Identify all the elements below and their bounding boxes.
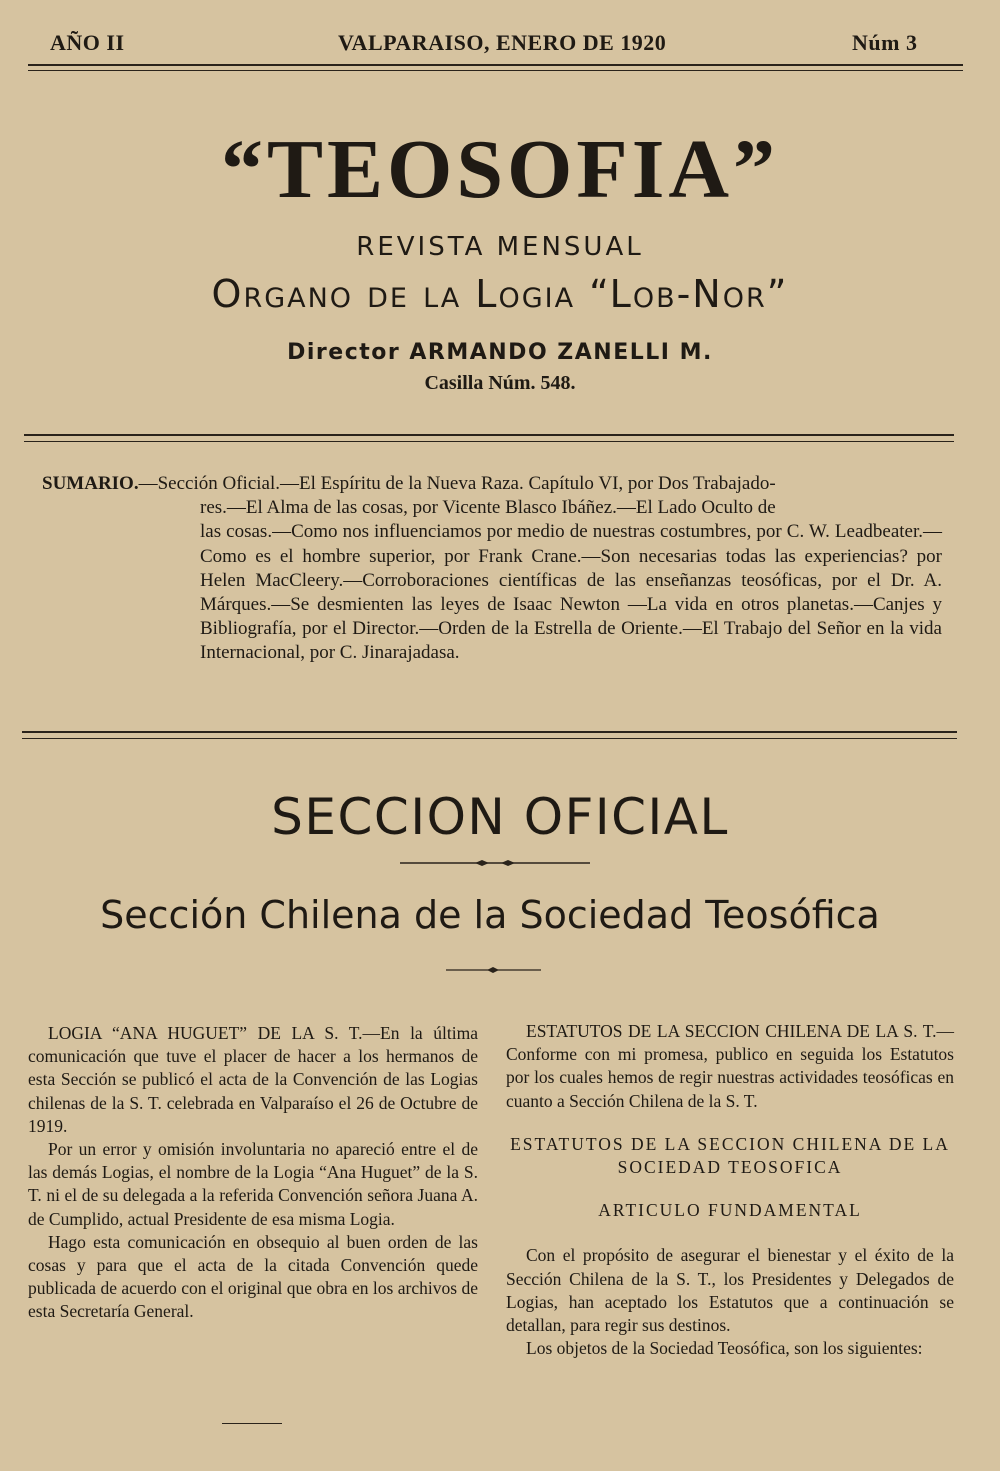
left-paragraph-2: Por un error y omisión involuntaria no apareció entre el de las demás Logias, el nombre de la Logia “Ana Huguet” de la S. T. ni el de su delegada a la referida Convención señora Juana A. de Cumplido, actual Presidente de esa misma Logia. <box>28 1139 478 1229</box>
issue-year: AÑO II <box>50 30 125 55</box>
summary-rest: las cosas.—Como nos influenciamos por medio de nuestras costumbres, por C. W. Leadbeater.—Como es el hombre superior, por Frank Crane.—Son necesarias todas las experiencias? por Helen MacCleery.—Corroboraciones científicas de las enseñanzas teosóficas, por el Dr. A. Márques.—Se desmienten las leyes de Isaac Newton —La vida en otros planetas.—Canjes y Bibliografía, por el Director.—Orden de la Estrella de Oriente.—El Trabajo del Señor en la vida Internacional, por C. Jinarajadasa. <box>200 521 942 664</box>
right-column <box>506 1020 954 1360</box>
subtitle-ornament <box>446 963 541 977</box>
casilla-line: Casilla Núm. 548. <box>424 372 576 394</box>
right-paragraph-2: Con el propósito de asegurar el bienestar y el éxito de la Sección Chilena de la S. T., los Presidentes y Delegados de Logias, han aceptado los Estatutos que a continuación se detallan, para regir sus destinos. <box>506 1245 954 1336</box>
summary-rule-top <box>22 731 957 733</box>
right-paragraph-3: Los objetos de la Sociedad Teosófica, son los siguientes: <box>526 1338 923 1359</box>
masthead-rule-top <box>24 434 954 436</box>
right-paragraph-1: ESTATUTOS DE LA SECCION CHILENA DE LA S. T.—Conforme con mi promesa, publico en seguida los Estatutos por los cuales hemos de regir nuestras actividades teosóficas en cuanto a Sección Chilena de la S. T. <box>506 1021 954 1111</box>
left-paragraph-3: Hago esta comunicación en obsequio al buen orden de las cosas y para que el acta de la citada Convención quede publicada de acuerdo con el original que obra en los archivos de esta Secretaría General. <box>28 1231 478 1322</box>
magazine-title: “TEOSOFIA” <box>220 123 780 216</box>
summary-rule-bottom <box>22 738 957 739</box>
article-heading: ARTICULO FUNDAMENTAL <box>598 1200 862 1221</box>
left-column <box>28 1022 478 1324</box>
section-title: SECCION OFICIAL <box>271 788 729 846</box>
header-rule-top <box>28 64 963 66</box>
masthead-rule-bottom <box>24 441 954 442</box>
director-line: Director ARMANDO ZANELLI M. <box>287 340 713 365</box>
left-end-rule <box>222 1423 282 1424</box>
summary-block <box>42 472 942 666</box>
summary-second-line: res.—El Alma de las cosas, por Vicente Blasco Ibáñez.—El Lado Oculto de <box>200 497 776 519</box>
statutes-heading: ESTATUTOS DE LA SECCION CHILENA DE LA SOCIEDAD TEOSOFICA <box>510 1133 950 1178</box>
magazine-subtitle: REVISTA MENSUAL <box>356 232 644 262</box>
magazine-organ-line: Organo de la Logia “Lob-Nor” <box>211 272 789 316</box>
summary-label: SUMARIO. <box>42 473 139 494</box>
left-paragraph-1: LOGIA “ANA HUGUET” DE LA S. T.—En la última comunicación que tuve el placer de hacer a los hermanos de esta Sección se publicó el acta de la Convención de las Logias chilenas de la S. T. celebrada en Valparaíso el 26 de Octubre de 1919. <box>28 1023 478 1136</box>
issue-number: Núm 3 <box>852 30 918 55</box>
summary-first-line: —Sección Oficial.—El Espíritu de la Nueva Raza. Capítulo VI, por Dos Trabajado- <box>138 473 776 494</box>
header-rule-bottom <box>28 70 963 71</box>
section-ornament <box>400 855 590 871</box>
issue-place-date: VALPARAISO, ENERO DE 1920 <box>338 30 667 55</box>
section-subtitle: Sección Chilena de la Sociedad Teosófica <box>100 893 880 937</box>
